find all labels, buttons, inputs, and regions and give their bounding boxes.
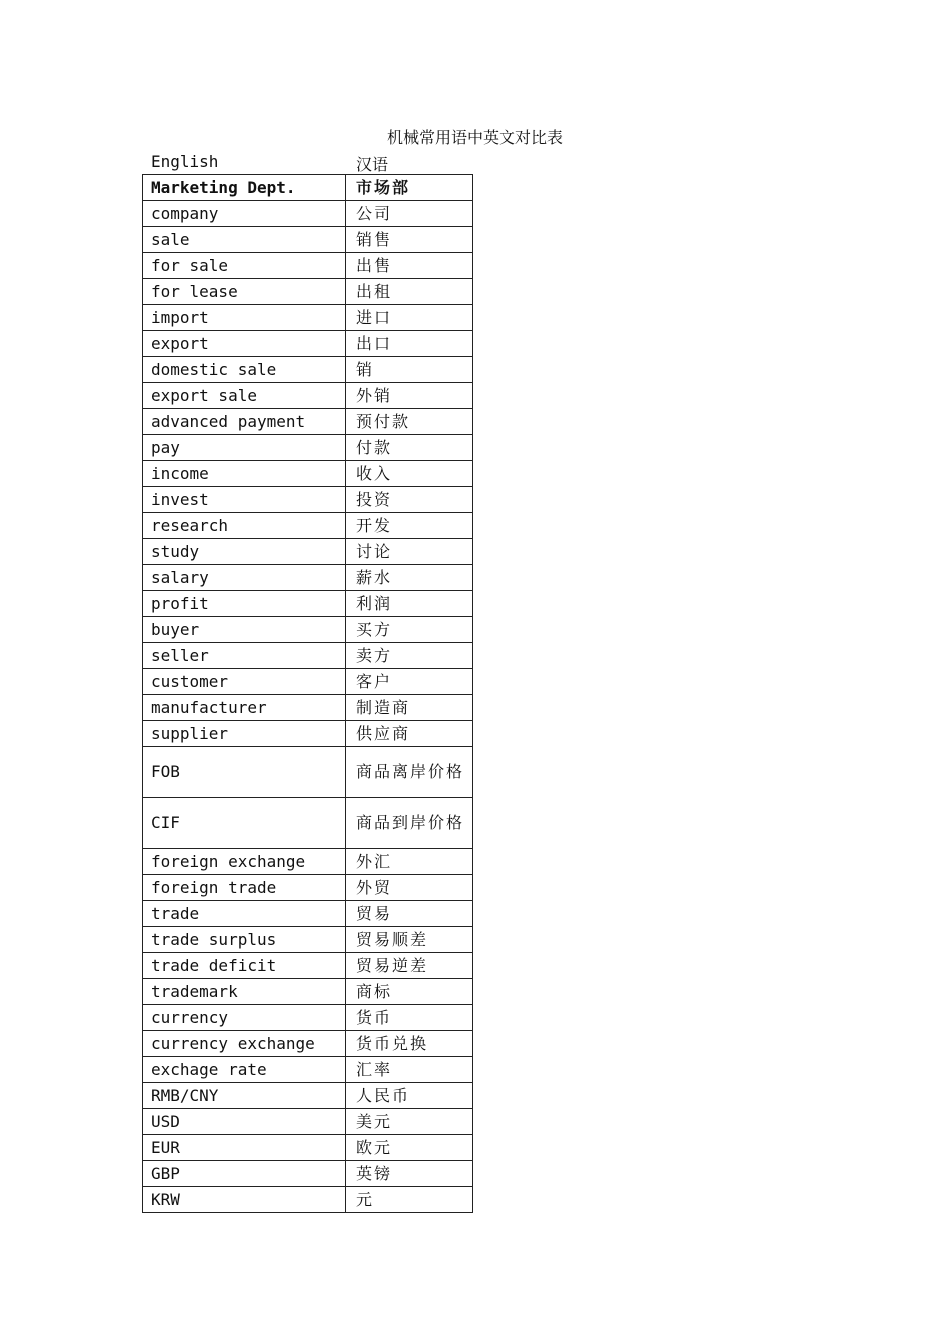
- chinese-term-cell: 商标: [346, 979, 473, 1005]
- table-row: [143, 927, 473, 953]
- english-term-cell: currency exchange: [143, 1031, 346, 1057]
- chinese-term-cell: 商品到岸价格: [346, 798, 473, 849]
- chinese-term-cell: 货币: [346, 1005, 473, 1031]
- table-row: [143, 1135, 473, 1161]
- column-header-chinese: 汉语: [356, 155, 389, 174]
- chinese-term-cell: 美元: [346, 1109, 473, 1135]
- table-row: [143, 487, 473, 513]
- english-term-cell: salary: [143, 565, 346, 591]
- english-term-cell: KRW: [143, 1187, 346, 1213]
- chinese-term-cell: 卖方: [346, 643, 473, 669]
- table-row: [143, 383, 473, 409]
- english-term-cell: RMB/CNY: [143, 1083, 346, 1109]
- english-term-cell: sale: [143, 227, 346, 253]
- chinese-term-cell: 外销: [346, 383, 473, 409]
- table-row: [143, 643, 473, 669]
- chinese-term-cell: 出租: [346, 279, 473, 305]
- chinese-term-cell: 贸易顺差: [346, 927, 473, 953]
- table-row: [143, 175, 473, 201]
- chinese-term-cell: 收入: [346, 461, 473, 487]
- chinese-term-cell: 人民币: [346, 1083, 473, 1109]
- chinese-term-cell: 讨论: [346, 539, 473, 565]
- glossary-table: [142, 174, 473, 1213]
- chinese-term-cell: 客户: [346, 669, 473, 695]
- english-term-cell: import: [143, 305, 346, 331]
- english-term-cell: trade deficit: [143, 953, 346, 979]
- table-row: [143, 617, 473, 643]
- table-row: [143, 539, 473, 565]
- table-row: [143, 979, 473, 1005]
- english-term-cell: trademark: [143, 979, 346, 1005]
- chinese-term-cell: 欧元: [346, 1135, 473, 1161]
- chinese-term-cell: 市场部: [346, 175, 473, 201]
- table-row: [143, 953, 473, 979]
- chinese-term-cell: 贸易: [346, 901, 473, 927]
- chinese-term-cell: 外汇: [346, 849, 473, 875]
- table-row: [143, 513, 473, 539]
- table-row: [143, 901, 473, 927]
- english-term-cell: export: [143, 331, 346, 357]
- table-row: [143, 1057, 473, 1083]
- english-term-cell: FOB: [143, 747, 346, 798]
- chinese-term-cell: 元: [346, 1187, 473, 1213]
- english-term-cell: seller: [143, 643, 346, 669]
- chinese-term-cell: 制造商: [346, 695, 473, 721]
- english-term-cell: manufacturer: [143, 695, 346, 721]
- chinese-term-cell: 薪水: [346, 565, 473, 591]
- english-term-cell: Marketing Dept.: [143, 175, 346, 201]
- english-term-cell: pay: [143, 435, 346, 461]
- table-row: [143, 875, 473, 901]
- table-row: [143, 1083, 473, 1109]
- table-row: [143, 565, 473, 591]
- chinese-term-cell: 预付款: [346, 409, 473, 435]
- page-title: 机械常用语中英文对比表: [386, 128, 563, 147]
- table-row: [143, 1109, 473, 1135]
- table-row: [143, 435, 473, 461]
- column-header-english: English: [151, 152, 219, 171]
- english-term-cell: company: [143, 201, 346, 227]
- chinese-term-cell: 买方: [346, 617, 473, 643]
- table-row: [143, 1031, 473, 1057]
- english-term-cell: trade: [143, 901, 346, 927]
- english-term-cell: foreign trade: [143, 875, 346, 901]
- english-term-cell: research: [143, 513, 346, 539]
- english-term-cell: profit: [143, 591, 346, 617]
- english-term-cell: domestic sale: [143, 357, 346, 383]
- table-row: [143, 669, 473, 695]
- table-row: [143, 1005, 473, 1031]
- chinese-term-cell: 付款: [346, 435, 473, 461]
- chinese-term-cell: 贸易逆差: [346, 953, 473, 979]
- table-row: [143, 798, 473, 849]
- chinese-term-cell: 利润: [346, 591, 473, 617]
- table-row: [143, 721, 473, 747]
- english-term-cell: invest: [143, 487, 346, 513]
- table-row: [143, 331, 473, 357]
- table-row: [143, 591, 473, 617]
- english-term-cell: USD: [143, 1109, 346, 1135]
- english-term-cell: currency: [143, 1005, 346, 1031]
- table-row: [143, 409, 473, 435]
- english-term-cell: for sale: [143, 253, 346, 279]
- chinese-term-cell: 销: [346, 357, 473, 383]
- english-term-cell: study: [143, 539, 346, 565]
- chinese-term-cell: 出售: [346, 253, 473, 279]
- chinese-term-cell: 汇率: [346, 1057, 473, 1083]
- english-term-cell: buyer: [143, 617, 346, 643]
- english-term-cell: EUR: [143, 1135, 346, 1161]
- table-row: [143, 747, 473, 798]
- table-row: [143, 1187, 473, 1213]
- table-row: [143, 461, 473, 487]
- chinese-term-cell: 投资: [346, 487, 473, 513]
- table-row: [143, 201, 473, 227]
- table-row: [143, 357, 473, 383]
- table-row: [143, 305, 473, 331]
- english-term-cell: income: [143, 461, 346, 487]
- chinese-term-cell: 进口: [346, 305, 473, 331]
- chinese-term-cell: 公司: [346, 201, 473, 227]
- english-term-cell: advanced payment: [143, 409, 346, 435]
- glossary-table-body: [143, 175, 473, 1213]
- table-row: [143, 279, 473, 305]
- english-term-cell: foreign exchange: [143, 849, 346, 875]
- table-row: [143, 695, 473, 721]
- table-row: [143, 849, 473, 875]
- english-term-cell: supplier: [143, 721, 346, 747]
- english-term-cell: CIF: [143, 798, 346, 849]
- table-row: [143, 227, 473, 253]
- english-term-cell: for lease: [143, 279, 346, 305]
- table-row: [143, 1161, 473, 1187]
- chinese-term-cell: 出口: [346, 331, 473, 357]
- chinese-term-cell: 供应商: [346, 721, 473, 747]
- english-term-cell: GBP: [143, 1161, 346, 1187]
- english-term-cell: customer: [143, 669, 346, 695]
- english-term-cell: trade surplus: [143, 927, 346, 953]
- chinese-term-cell: 开发: [346, 513, 473, 539]
- english-term-cell: exchage rate: [143, 1057, 346, 1083]
- table-row: [143, 253, 473, 279]
- chinese-term-cell: 外贸: [346, 875, 473, 901]
- chinese-term-cell: 商品离岸价格: [346, 747, 473, 798]
- chinese-term-cell: 货币兑换: [346, 1031, 473, 1057]
- english-term-cell: export sale: [143, 383, 346, 409]
- chinese-term-cell: 销售: [346, 227, 473, 253]
- chinese-term-cell: 英镑: [346, 1161, 473, 1187]
